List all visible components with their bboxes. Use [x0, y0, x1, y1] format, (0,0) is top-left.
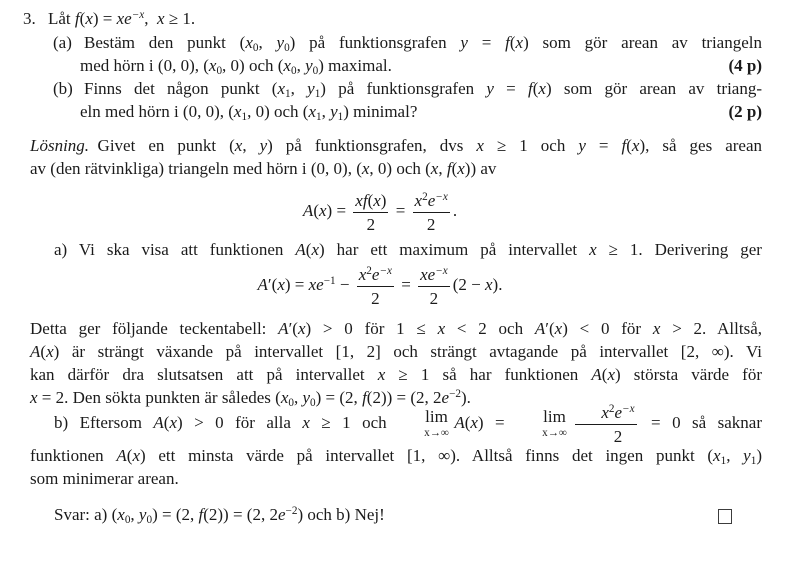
item-b-text-2: eln med hörn i (0, 0), (x1, 0) och (x1, y1) minimal? [80, 102, 418, 123]
area-formula: A(x) = $\frac{xf(x)}{2}$ = $\frac{x^2e^{-x}}{2}$ . [302, 190, 458, 234]
part-b-text-1: b) Eftersom A(x) > 0 för alla x ≥ 1 och lim x→∞ A(x) = lim x→∞ $\frac{x^2e^{-x}}{2}$ = 0 så saknar [54, 402, 762, 446]
problem-statement: Låt $f(x) = xe^{-x}$, x ≥ 1. [48, 8, 196, 28]
item-b-label: (b) [53, 79, 73, 98]
derivative-formula: $A'(x) = xe^{-1}$ − $\frac{x^2e^{-x}}{2}$ = $\frac{xe^{-x}}{2}$ (2 − x). [257, 264, 503, 308]
part-a-intro-text: a) Vi ska visa att funktionen A(x) har ett maximum på intervallet x ≥ 1. Derivering ger [54, 240, 762, 259]
fraction: $\frac{x^2e^{-x}}{2}$ [358, 264, 392, 308]
sign-table-text-3: kan därför dra slutsatsen att på intervallet x ≥ 1 så har funktionen A(x) största värde för [30, 365, 762, 384]
fraction: $\frac{xf(x)}{2}$ [355, 190, 387, 234]
solution-opening-line-1 [30, 134, 762, 157]
part-a-intro-line [30, 238, 762, 261]
part-b-line-1 [30, 399, 762, 447]
fraction: $\frac{x^2e^{-x}}{2}$ [575, 403, 636, 446]
sign-table-text-4: x = 2. Den sökta punkten är således (x0, y0) = (2, f(2)) = (2, $2e^{-2}$). [30, 387, 471, 409]
sign-table-text-2: A(x) är strängt växande på intervallet [1, 2] och strängt avtagande på intervallet [2, ∞). Vi [30, 342, 762, 361]
item-b-line-1 [53, 77, 762, 100]
problem-number-line [23, 7, 762, 30]
fraction-bar [418, 286, 450, 287]
part-b-text-2: funktionen A(x) ett minsta värde på intervallet [1, ∞). Alltså finns det ingen punkt (x1, y1) [30, 446, 762, 467]
item-a-line-2 [80, 54, 762, 77]
item-a-text: Bestäm den punkt (x0, y0) på funktionsgrafen y = f(x) som gör arean av triangeln [84, 33, 762, 54]
item-a-points-badge: (4 p) [728, 56, 762, 75]
part-b-text-3: som minimerar arean. [30, 469, 179, 488]
fraction: $\frac{xe^{-x}}{2}$ [420, 264, 448, 308]
item-a-line-1 [53, 31, 762, 54]
display-equation-derivative [30, 261, 730, 309]
fraction-bar [575, 424, 636, 425]
limit-operator: lim x→∞ [424, 407, 449, 440]
part-b-line-2 [30, 444, 762, 467]
item-b-text: Finns det någon punkt (x1, y1) på funktionsgrafen y = f(x) som gör arean av triang- [84, 79, 762, 100]
fraction-bar [413, 212, 450, 213]
solution-opening-text: Lösning. Givet en punkt (x, y) på funktionsgrafen, dvs x ≥ 1 och y = f(x), så ges arean [30, 136, 763, 155]
answer-line [30, 503, 762, 526]
fraction: $\frac{x^2e^{-x}}{2}$ [414, 190, 448, 234]
fraction-bar [353, 212, 388, 213]
sign-table-line-3 [30, 363, 762, 386]
display-equation-area [30, 187, 730, 235]
part-b-line-3 [30, 467, 762, 490]
fraction-bar [357, 286, 394, 287]
item-b-points-badge: (2 p) [728, 102, 762, 121]
limit-operator: lim x→∞ [542, 407, 567, 440]
answer-text: Svar: a) (x0, y0) = (2, f(2)) = (2, $2e^{-2}$) och b) Nej! [54, 504, 385, 526]
sign-table-line-2 [30, 340, 762, 363]
problem-number: 3. [23, 9, 36, 28]
item-a-text-2: med hörn i (0, 0), (x0, 0) och (x0, y0) maximal. [80, 56, 392, 77]
qed-box-icon [718, 509, 732, 524]
item-b-line-2 [80, 100, 762, 123]
sign-table-line-1 [30, 317, 762, 340]
sign-table-text-1: Detta ger följande teckentabell: A′(x) > 0 för 1 ≤ x < 2 och A′(x) < 0 för x > 2. Alltså, [30, 319, 763, 338]
solution-opening-line-2 [30, 157, 762, 180]
solution-opening-text-2: av (den rätvinkliga) triangeln med hörn i (0, 0), (x, 0) och (x, f(x)) av [30, 159, 497, 178]
item-a-label: (a) [53, 33, 72, 52]
